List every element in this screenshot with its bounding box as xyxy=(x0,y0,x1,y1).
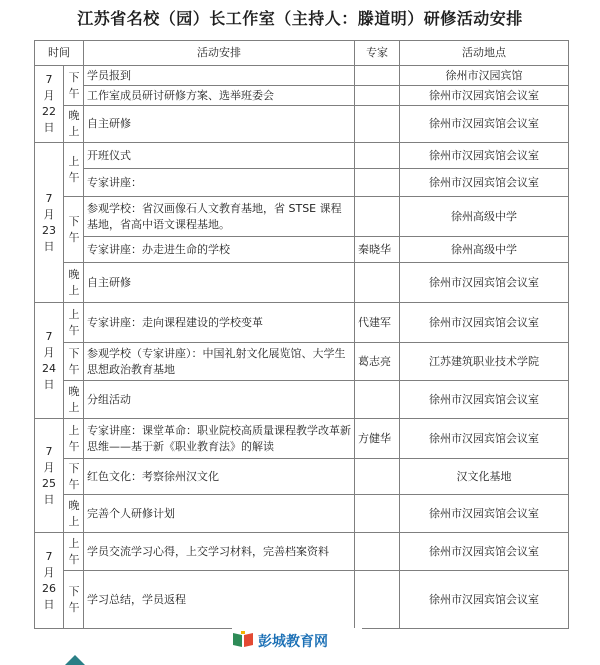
header-activity: 活动安排 xyxy=(84,41,355,66)
activity-cell: 开班仪式 xyxy=(84,143,355,169)
period-cell: 上午 xyxy=(64,533,84,571)
table-row xyxy=(35,533,569,571)
location-cell: 徐州市汉园宾馆会议室 xyxy=(400,143,569,169)
table-row xyxy=(35,303,569,343)
location-cell: 徐州市汉园宾馆会议室 xyxy=(400,533,569,571)
table-row xyxy=(35,263,569,303)
activity-cell: 专家讲座：走向课程建设的学校变革 xyxy=(84,303,355,343)
expert-cell xyxy=(355,106,400,143)
expert-cell xyxy=(355,86,400,106)
header-time: 时间 xyxy=(35,41,84,66)
period-cell: 晚上 xyxy=(64,263,84,303)
activity-cell: 参观学校（专家讲座）：中国礼射文化展览馆、大学生思想政治教育基地 xyxy=(84,343,355,381)
date-cell: 7 月 22 日 xyxy=(35,66,64,143)
expert-cell xyxy=(355,571,400,629)
period-cell: 晚上 xyxy=(64,106,84,143)
expert-cell xyxy=(355,381,400,419)
period-cell: 上午 xyxy=(64,419,84,459)
activity-cell: 学习总结，学员返程 xyxy=(84,571,355,629)
location-cell: 徐州市汉园宾馆会议室 xyxy=(400,86,569,106)
location-cell: 江苏建筑职业技术学院 xyxy=(400,343,569,381)
activity-cell: 学员报到 xyxy=(84,66,355,86)
activity-cell: 学员交流学习心得，上交学习材料，完善档案资料 xyxy=(84,533,355,571)
date-cell: 7 月 24 日 xyxy=(35,303,64,419)
table-row xyxy=(35,66,569,86)
location-cell: 徐州市汉园宾馆会议室 xyxy=(400,263,569,303)
watermark xyxy=(232,628,362,654)
location-cell: 徐州市汉园宾馆会议室 xyxy=(400,106,569,143)
date-cell: 7 月 25 日 xyxy=(35,419,64,533)
location-cell: 徐州高级中学 xyxy=(400,197,569,237)
period-cell: 下午 xyxy=(64,571,84,629)
table-row xyxy=(35,197,569,237)
location-cell: 徐州市汉园宾馆会议室 xyxy=(400,495,569,533)
period-cell: 下午 xyxy=(64,197,84,263)
activity-cell: 专家讲座： xyxy=(84,169,355,197)
table-row xyxy=(35,495,569,533)
period-cell: 上午 xyxy=(64,143,84,197)
expert-cell: 葛志亮 xyxy=(355,343,400,381)
period-cell: 下午 xyxy=(64,66,84,106)
watermark-text: 彭城教育网 xyxy=(258,634,328,650)
activity-cell: 自主研修 xyxy=(84,263,355,303)
header-row xyxy=(35,41,569,66)
table-row xyxy=(35,143,569,169)
expert-cell xyxy=(355,143,400,169)
date-cell: 7 月 26 日 xyxy=(35,533,64,629)
activity-cell: 专家讲座：课堂革命：职业院校高质量课程教学改革新思维——基于新《职业教育法》的解读 xyxy=(84,419,355,459)
table-row xyxy=(35,381,569,419)
location-cell: 徐州市汉园宾馆 xyxy=(400,66,569,86)
expert-cell xyxy=(355,533,400,571)
period-cell: 下午 xyxy=(64,343,84,381)
period-cell: 下午 xyxy=(64,459,84,495)
location-cell: 徐州市汉园宾馆会议室 xyxy=(400,169,569,197)
expert-cell xyxy=(355,263,400,303)
table-row xyxy=(35,237,569,263)
activity-cell: 红色文化：考察徐州汉文化 xyxy=(84,459,355,495)
expert-cell: 代建军 xyxy=(355,303,400,343)
location-cell: 徐州市汉园宾馆会议室 xyxy=(400,419,569,459)
activity-cell: 工作室成员研讨研修方案、选举班委会 xyxy=(84,86,355,106)
header-location: 活动地点 xyxy=(400,41,569,66)
location-cell: 徐州市汉园宾馆会议室 xyxy=(400,303,569,343)
page-title: 江苏省名校（园）长工作室（主持人：滕道明）研修活动安排 xyxy=(77,9,523,28)
table-row xyxy=(35,419,569,459)
expert-cell xyxy=(355,197,400,237)
location-cell: 徐州市汉园宾馆会议室 xyxy=(400,571,569,629)
header-expert: 专家 xyxy=(355,41,400,66)
schedule-table xyxy=(34,40,569,629)
expert-cell: 方健华 xyxy=(355,419,400,459)
period-cell: 晚上 xyxy=(64,381,84,419)
period-cell: 上午 xyxy=(64,303,84,343)
period-cell: 晚上 xyxy=(64,495,84,533)
expert-cell xyxy=(355,459,400,495)
table-row xyxy=(35,169,569,197)
expert-cell xyxy=(355,495,400,533)
expert-cell xyxy=(355,66,400,86)
activity-cell: 自主研修 xyxy=(84,106,355,143)
expert-cell: 秦晓华 xyxy=(355,237,400,263)
table-row xyxy=(35,86,569,106)
table-row xyxy=(35,343,569,381)
activity-cell: 完善个人研修计划 xyxy=(84,495,355,533)
book-icon xyxy=(232,630,254,652)
location-cell: 汉文化基地 xyxy=(400,459,569,495)
location-cell: 徐州高级中学 xyxy=(400,237,569,263)
date-cell: 7 月 23 日 xyxy=(35,143,64,303)
table-row xyxy=(35,106,569,143)
activity-cell: 分组活动 xyxy=(84,381,355,419)
table-row xyxy=(35,459,569,495)
corner-marker xyxy=(65,655,85,665)
location-cell: 徐州市汉园宾馆会议室 xyxy=(400,381,569,419)
activity-cell: 专家讲座：办走进生命的学校 xyxy=(84,237,355,263)
table-row xyxy=(35,571,569,629)
activity-cell: 参观学校：省汉画像石人文教育基地，省 STSE 课程基地，省高中语文课程基地。 xyxy=(84,197,355,237)
expert-cell xyxy=(355,169,400,197)
